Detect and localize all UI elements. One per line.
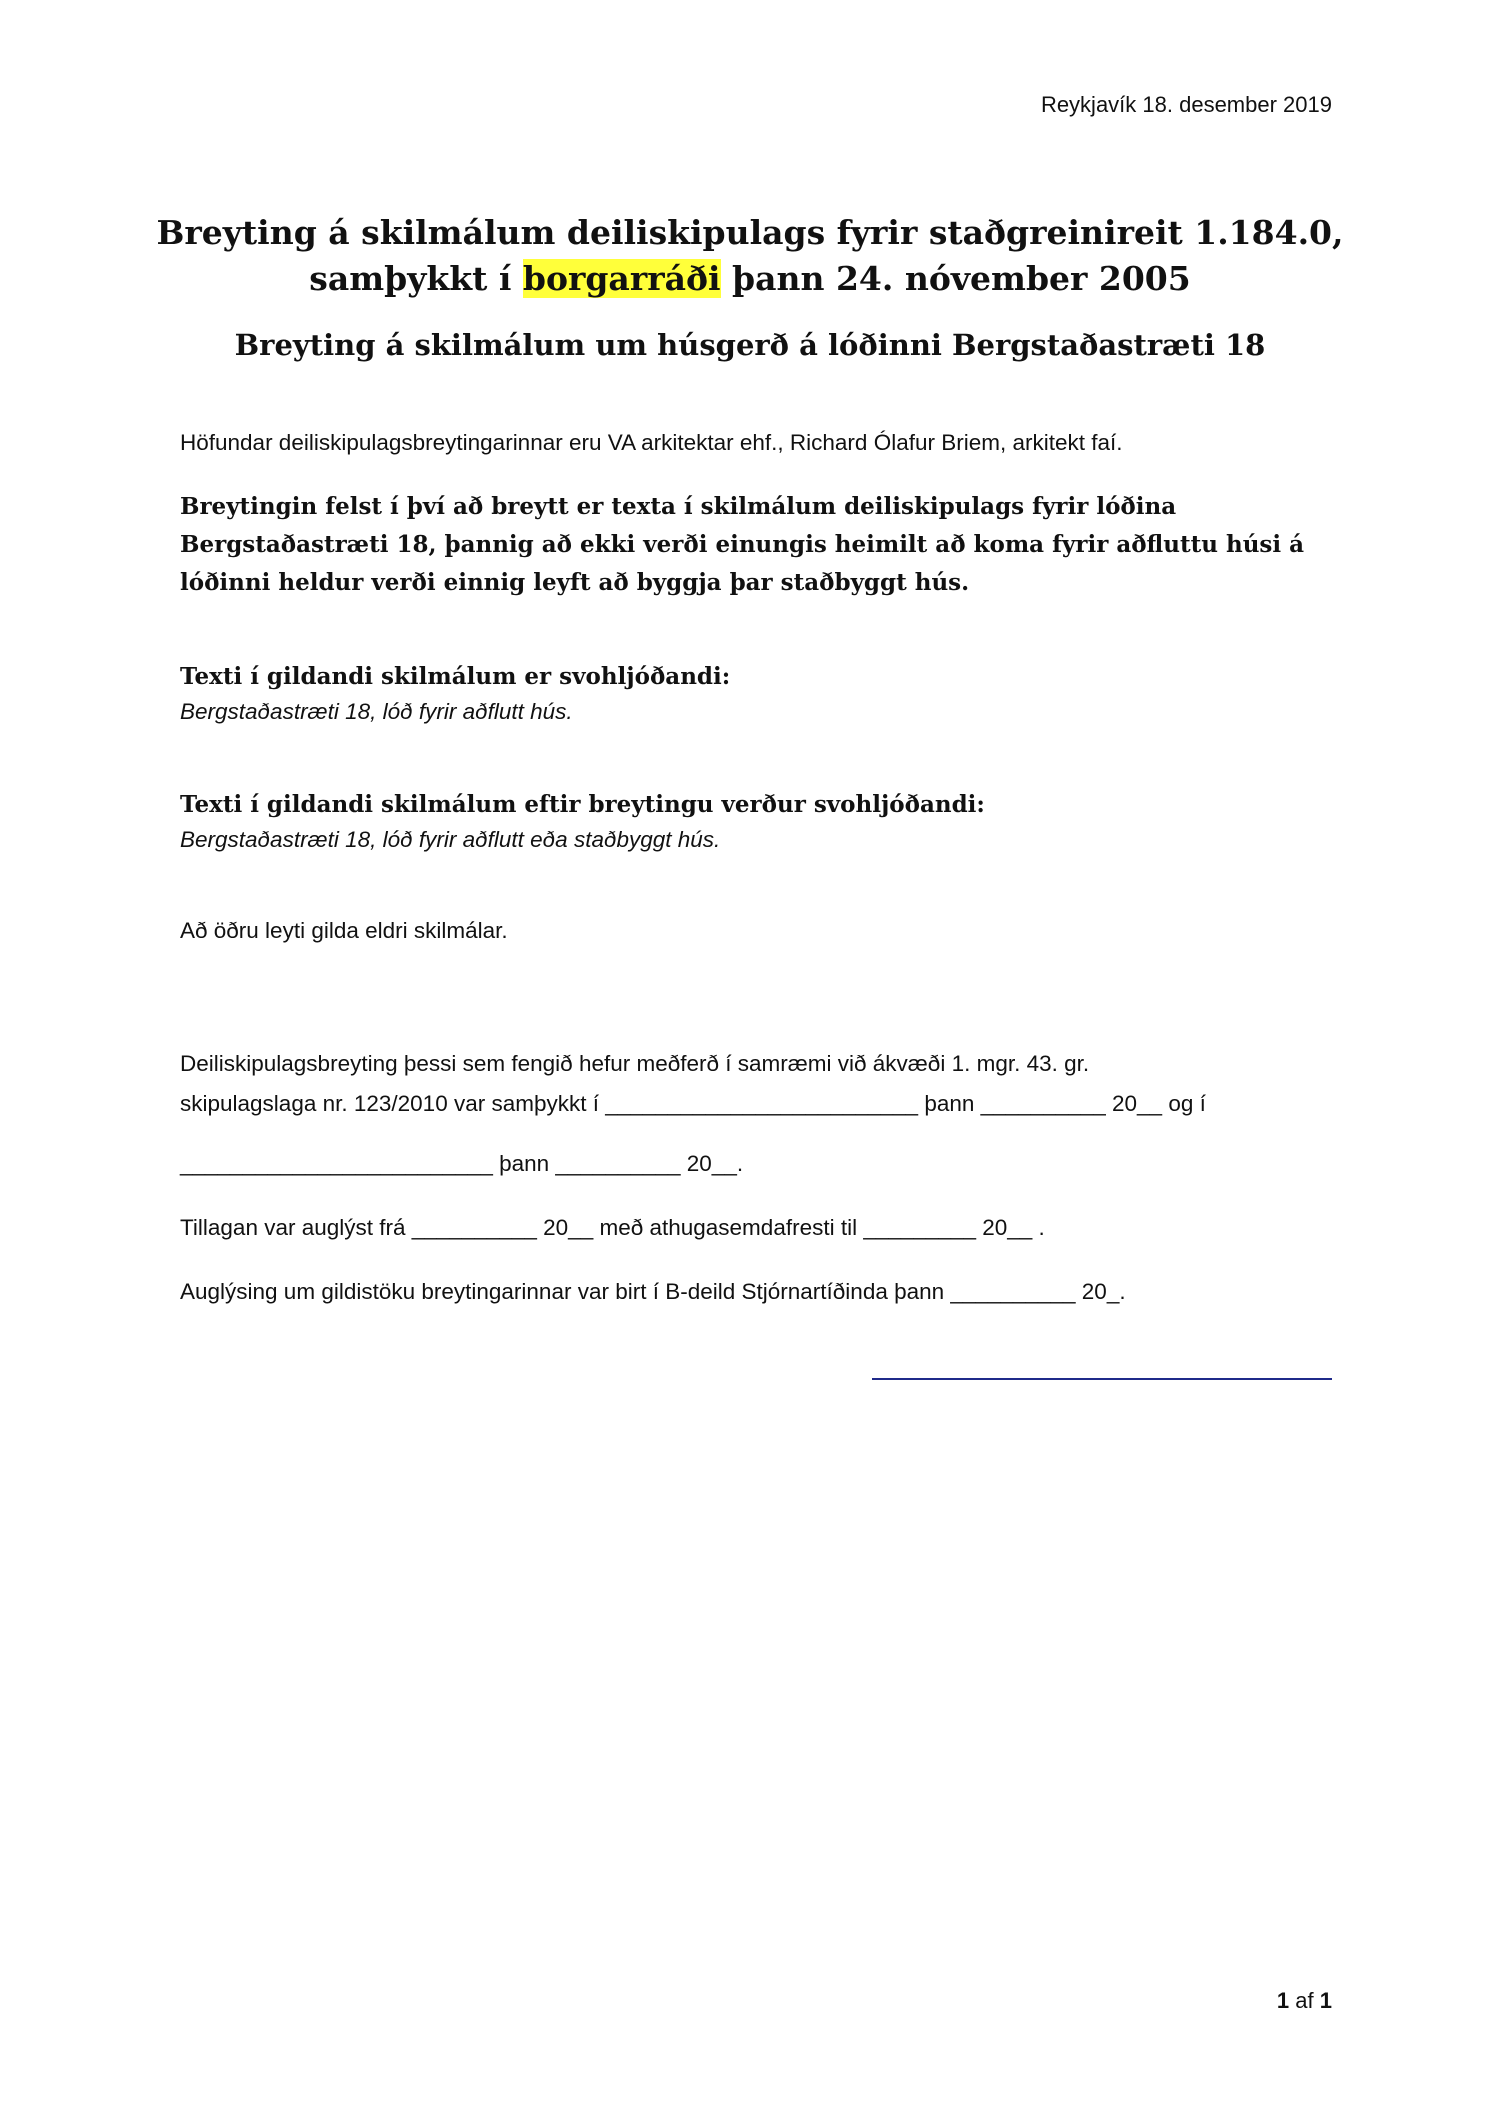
page-separator: af	[1289, 1988, 1320, 2013]
authors-paragraph: Höfundar deiliskipulagsbreytingarinnar eru VA arkitektar ehf., Richard Ólafur Briem, arkitekt faí.	[180, 430, 1123, 455]
title-line-2-post: þann 24. nóvember 2005	[720, 259, 1191, 298]
approval-line-1: Deiliskipulagsbreyting þessi sem fengið hefur meðferð í samræmi við ákvæði 1. mgr. 43. gr.	[180, 1051, 1090, 1076]
publication-line: Auglýsing um gildistöku breytingarinnar var birt í B-deild Stjórnartíðinda þann __________ 20_.	[180, 1279, 1126, 1304]
current-terms-text: Bergstaðastræti 18, lóð fyrir aðflutt hús.	[180, 699, 573, 724]
otherwise-paragraph: Að öðru leyti gilda eldri skilmálar.	[180, 918, 508, 943]
approval-section	[180, 1044, 1340, 1312]
intro-paragraph	[180, 488, 1340, 602]
new-terms-section	[180, 786, 1340, 856]
title-line-1: Breyting á skilmálum deiliskipulags fyrir staðgreinireit 1.184.0,	[156, 213, 1344, 252]
approval-line-3: _________________________ þann __________ 20__.	[180, 1151, 744, 1176]
highlighted-word: borgarráði	[522, 259, 721, 298]
signature-line	[872, 1378, 1332, 1380]
intro-line-2: Bergstaðastræti 18, þannig að ekki verði einungis heimilt að koma fyrir aðfluttu húsi á	[180, 531, 1305, 558]
title-block	[0, 210, 1500, 362]
new-terms-text: Bergstaðastræti 18, lóð fyrir aðflutt eða staðbyggt hús.	[180, 827, 721, 852]
current-terms-section	[180, 658, 1340, 728]
page-number	[1277, 1988, 1332, 2014]
intro-line-3: lóðinni heldur verði einnig leyft að byggja þar staðbyggt hús.	[180, 569, 970, 596]
approval-line-2: skipulagslaga nr. 123/2010 var samþykkt í _________________________ þann __________ 20__ og í	[180, 1091, 1206, 1116]
title-line-2	[0, 256, 1500, 302]
document-subtitle: Breyting á skilmálum um húsgerð á lóðinni Bergstaðastræti 18	[234, 328, 1266, 362]
new-terms-heading: Texti í gildandi skilmálum eftir breytingu verður svohljóðandi:	[180, 791, 985, 818]
advertised-line: Tillagan var auglýst frá __________ 20__ með athugasemdafresti til _________ 20__ .	[180, 1215, 1045, 1240]
title-line-2-pre: samþykkt í	[309, 259, 523, 298]
current-terms-heading: Texti í gildandi skilmálum er svohljóðandi:	[180, 663, 731, 690]
page-current: 1	[1276, 1988, 1290, 2013]
document-body	[180, 428, 1340, 1312]
intro-line-1: Breytingin felst í því að breytt er texta í skilmálum deiliskipulags fyrir lóðina	[180, 493, 1177, 520]
page-total: 1	[1319, 1988, 1332, 2013]
document-date: Reykjavík 18. desember 2019	[1040, 92, 1332, 117]
